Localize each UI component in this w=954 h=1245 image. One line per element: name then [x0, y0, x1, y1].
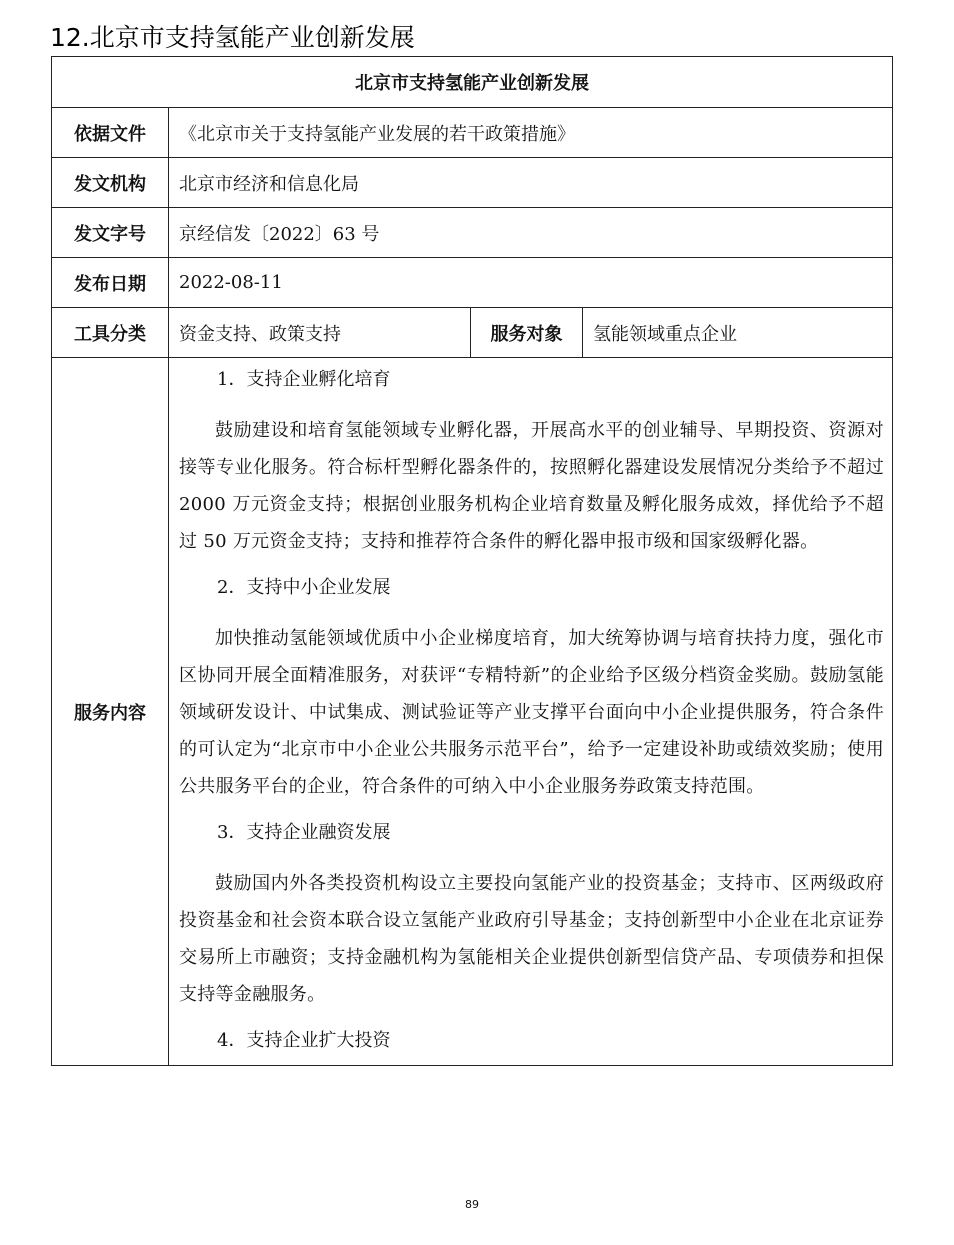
- tool-row: [52, 308, 893, 358]
- item-text: 鼓励建设和培育氢能领域专业孵化器，开展高水平的创业辅导、早期投资、资源对接等专业化服务。符合标杆型孵化器条件的，按照孵化器建设发展情况分类给予不超过 2000 万元资金支持；根据创业服务机构企业培育数量及孵化服务成效，择优给予不超过 50 万元资金支持；支持和推荐符合条件的孵化器申报市级和国家级孵化器。: [179, 420, 884, 552]
- date-row: [52, 258, 893, 308]
- target-value: 氢能领域重点企业: [583, 308, 893, 358]
- target-label: 服务对象: [471, 308, 583, 358]
- content-row: [52, 358, 893, 1066]
- table-title-row: [52, 57, 893, 108]
- agency-label: 发文机构: [52, 158, 169, 208]
- tool-label: 工具分类: [52, 308, 169, 358]
- doc-no-row: [52, 208, 893, 258]
- policy-table: [51, 56, 893, 1066]
- table-title: 北京市支持氢能产业创新发展: [52, 57, 893, 108]
- basis-row: [52, 108, 893, 158]
- doc-no-label: 发文字号: [52, 208, 169, 258]
- agency-value: 北京市经济和信息化局: [169, 158, 893, 208]
- doc-no-value: 京经信发〔2022〕63 号: [169, 208, 893, 258]
- content-body: [169, 358, 893, 1066]
- item-title: 3．支持企业融资发展: [217, 822, 391, 843]
- item-text: 加快推动氢能领域优质中小企业梯度培育，加大统筹协调与培育扶持力度，强化市区协同开展全面精准服务，对获评“专精特新”的企业给予区级分档资金奖励。鼓励氢能领域研发设计、中试集成、测试验证等产业支撑平台面向中小企业提供服务，符合条件的可认定为“北京市中小企业公共服务示范平台”，给予一定建设补助或绩效奖励；使用公共服务平台的企业，符合条件的可纳入中小企业服务券政策支持范围。: [179, 628, 884, 797]
- date-label: 发布日期: [52, 258, 169, 308]
- basis-label: 依据文件: [52, 108, 169, 158]
- agency-row: [52, 158, 893, 208]
- content-label: 服务内容: [52, 358, 169, 1066]
- tool-value: 资金支持、政策支持: [169, 308, 471, 358]
- item-title: 4．支持企业扩大投资: [217, 1030, 391, 1051]
- basis-value: 《北京市关于支持氢能产业发展的若干政策措施》: [169, 108, 893, 158]
- item-title: 2．支持中小企业发展: [217, 577, 391, 598]
- date-value: 2022-08-11: [169, 258, 893, 308]
- item-title: 1．支持企业孵化培育: [217, 369, 391, 390]
- section-heading: 12.北京市支持氢能产业创新发展: [50, 23, 415, 52]
- item-text: 鼓励国内外各类投资机构设立主要投向氢能产业的投资基金；支持市、区两级政府投资基金和社会资本联合设立氢能产业政府引导基金；支持创新型中小企业在北京证券交易所上市融资；支持金融机构为氢能相关企业提供创新型信贷产品、专项债券和担保支持等金融服务。: [179, 873, 884, 1005]
- page-number: 89: [465, 1198, 479, 1211]
